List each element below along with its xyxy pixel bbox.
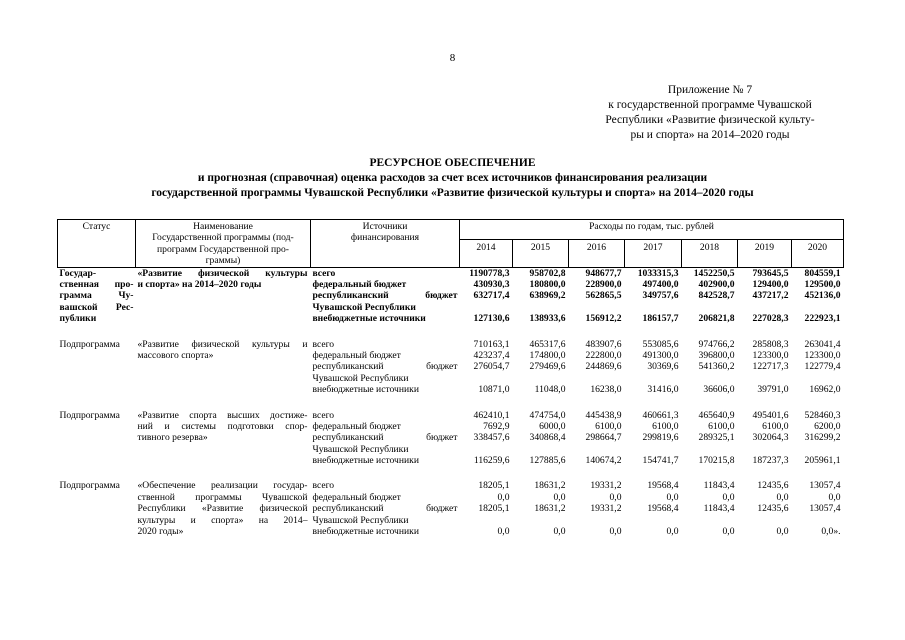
- value-cell: 289325,1: [698, 432, 735, 444]
- year-values-cell: [569, 339, 625, 396]
- value-cell: 16962,0: [809, 384, 841, 396]
- header-name: [136, 220, 311, 268]
- year-values-cell: [625, 480, 682, 537]
- value-spacer: [515, 444, 566, 455]
- value-cell: 187237,3: [752, 455, 789, 467]
- value-cell: 6100,0: [652, 420, 679, 432]
- program-block: [58, 410, 844, 467]
- value-cell: 0,0: [776, 526, 789, 538]
- value-cell: 396800,0: [698, 349, 735, 361]
- value-spacer: [462, 373, 510, 384]
- value-cell: 474754,0: [529, 409, 566, 421]
- source-cell: [311, 339, 460, 396]
- block-spacer: [58, 466, 844, 480]
- value-spacer: [515, 515, 566, 526]
- year-values-cell: [625, 410, 682, 467]
- value-spacer: [462, 515, 510, 526]
- value-spacer: [740, 302, 789, 313]
- status-line: грамма Чу-: [59, 290, 134, 302]
- value-cell: 638969,2: [529, 290, 566, 302]
- value-cell: 12435,6: [757, 503, 789, 515]
- source-cell: [311, 410, 460, 467]
- year-values-cell: [513, 410, 569, 467]
- program-name-line: «Обеспечение реализации государ-: [137, 480, 308, 492]
- value-cell: 170215,8: [698, 455, 735, 467]
- year-values-cell: [513, 267, 569, 324]
- value-cell: 0,0: [722, 526, 735, 538]
- header-year: 2019: [738, 240, 792, 268]
- value-spacer: [740, 515, 789, 526]
- value-cell: 140674,2: [585, 455, 622, 467]
- value-spacer: [627, 444, 679, 455]
- value-cell: 129400,0: [752, 279, 789, 291]
- appendix-line: ры и спорта» на 2014–2020 годы: [630, 129, 790, 141]
- year-values-cell: [460, 410, 513, 467]
- value-cell: 31416,0: [647, 384, 679, 396]
- year-values-cell: [792, 410, 844, 467]
- value-cell: 452136,0: [804, 290, 841, 302]
- year-values-cell: [460, 267, 513, 324]
- value-cell: 180800,0: [529, 279, 566, 291]
- value-cell: 491300,0: [642, 349, 679, 361]
- value-cell: 541360,2: [698, 361, 735, 373]
- status-cell: [58, 267, 136, 324]
- program-name-line: массового спорта»: [137, 349, 214, 361]
- year-values-cell: [682, 339, 738, 396]
- block-spacer: [58, 396, 844, 410]
- source-label: внебюджетные источники: [312, 526, 419, 538]
- value-cell: 7692,9: [483, 420, 510, 432]
- value-spacer: [571, 515, 622, 526]
- program-name-line: культуры и спорта» на 2014–: [137, 514, 308, 526]
- value-cell: 0,0: [722, 491, 735, 503]
- value-cell: 0,0: [666, 526, 679, 538]
- program-name-line: тивного резерва»: [137, 432, 208, 444]
- header-name-line: граммы): [205, 255, 241, 267]
- header-year: 2014: [460, 240, 513, 268]
- year-values-cell: [792, 339, 844, 396]
- source-label-continuation: Чувашской Республики: [312, 443, 409, 455]
- value-cell: 1452250,5: [693, 267, 735, 279]
- value-cell: 460661,3: [642, 409, 679, 421]
- source-label: всего: [312, 338, 335, 350]
- header-name-line: программ Государственной про-: [157, 243, 289, 255]
- program-name-line: и спорта» на 2014–2020 годы: [137, 279, 262, 291]
- value-cell: 0,0: [776, 491, 789, 503]
- value-cell: 18205,1: [478, 503, 510, 515]
- program-name-line: «Развитие спорта высших достиже-: [137, 409, 308, 421]
- value-cell: 6100,0: [708, 420, 735, 432]
- value-cell: 19331,2: [590, 480, 622, 492]
- year-values-cell: [513, 480, 569, 537]
- value-cell: 562865,5: [585, 290, 622, 302]
- source-word: республиканский: [312, 503, 384, 515]
- value-cell: 206821,8: [698, 313, 735, 325]
- status-line: Подпрограмма: [59, 409, 120, 421]
- value-cell: 19331,2: [590, 503, 622, 515]
- header-year: 2016: [569, 240, 625, 268]
- year-values-cell: [625, 339, 682, 396]
- year-values-cell: [792, 480, 844, 537]
- value-spacer: [794, 444, 841, 455]
- value-cell: 497400,0: [642, 279, 679, 291]
- program-block: [58, 267, 844, 324]
- block-spacer-cell: [58, 466, 844, 480]
- value-cell: 1190778,3: [469, 267, 510, 279]
- year-values-cell: [625, 267, 682, 324]
- value-cell: 6200,0: [814, 420, 841, 432]
- source-label: федеральный бюджет: [312, 279, 407, 291]
- value-cell: 16238,0: [590, 384, 622, 396]
- value-spacer: [515, 302, 566, 313]
- value-spacer: [740, 444, 789, 455]
- value-cell: 465317,6: [529, 338, 566, 350]
- header-name-line: Государственной программы (под-: [152, 232, 294, 244]
- value-spacer: [684, 373, 735, 384]
- value-spacer: [627, 302, 679, 313]
- status-line: ственная про-: [59, 279, 134, 291]
- value-spacer: [684, 515, 735, 526]
- value-cell: 18631,2: [534, 503, 566, 515]
- program-name-line: Республики «Развитие физической: [137, 503, 308, 515]
- value-spacer: [794, 515, 841, 526]
- source-label: внебюджетные источники: [312, 455, 419, 467]
- value-cell: 122779,4: [804, 361, 841, 373]
- appendix-note: [560, 83, 860, 143]
- block-spacer: [58, 325, 844, 339]
- source-label: внебюджетные источники: [312, 313, 426, 325]
- source-label-continuation: Чувашской Республики: [312, 301, 416, 313]
- value-cell: 129500,0: [804, 279, 841, 291]
- source-label: федеральный бюджет: [312, 420, 401, 432]
- title-line: и прогнозная (справочная) оценка расходов за счет всех источников финансирования реализации: [197, 172, 708, 184]
- value-cell: 18205,1: [478, 480, 510, 492]
- source-label: [313, 290, 458, 301]
- year-values-cell: [738, 267, 792, 324]
- year-values-cell: [569, 410, 625, 467]
- value-cell: 186157,7: [642, 313, 679, 325]
- value-cell: 18631,2: [534, 480, 566, 492]
- value-cell: 39791,0: [757, 384, 789, 396]
- appendix-line: Приложение № 7: [667, 84, 753, 96]
- program-name-cell: [136, 410, 311, 467]
- value-cell: 285808,3: [752, 338, 789, 350]
- source-word: бюджет: [426, 361, 458, 373]
- source-word: республиканский: [312, 432, 384, 444]
- status-line: Подпрограмма: [59, 480, 120, 492]
- value-cell: 19568,4: [647, 503, 679, 515]
- program-name-line: «Развитие физической культуры и: [137, 338, 308, 350]
- source-cell: [311, 480, 460, 537]
- value-cell: 842528,7: [698, 290, 735, 302]
- value-cell: 437217,2: [752, 290, 789, 302]
- status-line: Подпрограмма: [59, 338, 120, 350]
- value-cell: 0,0: [553, 526, 566, 538]
- program-name-line: ственной программы Чувашской: [137, 491, 308, 503]
- value-cell: 30369,6: [647, 361, 679, 373]
- value-cell: 10871,0: [478, 384, 510, 396]
- value-cell: 465640,9: [698, 409, 735, 421]
- value-cell: 0,0: [609, 491, 622, 503]
- year-values-cell: [738, 339, 792, 396]
- value-cell: 13057,4: [809, 503, 841, 515]
- header-year: 2017: [625, 240, 682, 268]
- source-word: бюджет: [426, 432, 458, 444]
- program-block: [58, 339, 844, 396]
- source-word: республиканский: [312, 290, 389, 302]
- year-values-cell: [682, 480, 738, 537]
- value-cell: 222923,1: [804, 313, 841, 325]
- value-cell: 127130,6: [473, 313, 510, 325]
- header-source: [311, 220, 460, 268]
- value-cell: 123300,0: [752, 349, 789, 361]
- program-block: [58, 480, 844, 537]
- value-spacer: [627, 515, 679, 526]
- value-cell: 6100,0: [762, 420, 789, 432]
- year-values-cell: [569, 267, 625, 324]
- value-cell: 483907,6: [585, 338, 622, 350]
- program-name-line: 2020 годы»: [137, 526, 184, 538]
- header-year: 2018: [682, 240, 738, 268]
- document-title: [0, 156, 905, 201]
- value-cell: 958702,8: [529, 267, 566, 279]
- year-values-cell: [738, 480, 792, 537]
- value-spacer: [684, 302, 735, 313]
- value-cell: 244869,6: [585, 361, 622, 373]
- header-expenses: Расходы по годам, тыс. рублей: [460, 220, 844, 240]
- value-cell: 402900,0: [698, 279, 735, 291]
- value-spacer: [684, 444, 735, 455]
- value-cell: 338457,6: [473, 432, 510, 444]
- value-cell: 13057,4: [809, 480, 841, 492]
- value-cell: 138933,6: [529, 313, 566, 325]
- value-cell: 430930,3: [473, 279, 510, 291]
- value-cell: 12435,6: [757, 480, 789, 492]
- header-source-line: финансирования: [350, 232, 420, 244]
- value-cell: 154741,7: [642, 455, 679, 467]
- value-cell: 340868,4: [529, 432, 566, 444]
- value-cell: 0,0: [828, 491, 841, 503]
- value-spacer: [462, 302, 510, 313]
- header-year: 2020: [792, 240, 844, 268]
- status-cell: [58, 339, 136, 396]
- source-label: [313, 503, 458, 514]
- value-cell: 298664,7: [585, 432, 622, 444]
- year-values-cell: [792, 267, 844, 324]
- title-line: государственной программы Чувашской Республики «Развитие физической культуры и спорта» на 2014–2020 годы: [151, 187, 754, 199]
- status-cell: [58, 480, 136, 537]
- source-label: внебюджетные источники: [312, 384, 419, 396]
- value-cell: 299819,6: [642, 432, 679, 444]
- value-spacer: [794, 373, 841, 384]
- value-cell: 349757,6: [642, 290, 679, 302]
- value-cell: 227028,3: [752, 313, 789, 325]
- header-year: 2015: [513, 240, 569, 268]
- year-values-cell: [682, 267, 738, 324]
- value-spacer: [462, 444, 510, 455]
- year-values-cell: [569, 480, 625, 537]
- value-cell: 553085,6: [642, 338, 679, 350]
- value-cell: 495401,6: [752, 409, 789, 421]
- value-cell: 276054,7: [473, 361, 510, 373]
- value-cell: 0,0: [609, 526, 622, 538]
- value-cell: 462410,1: [473, 409, 510, 421]
- value-cell: 222800,0: [585, 349, 622, 361]
- value-cell: 0,0».: [821, 526, 841, 538]
- title-main: РЕСУРСНОЕ ОБЕСПЕЧЕНИЕ: [369, 157, 536, 169]
- value-spacer: [515, 373, 566, 384]
- value-cell: 19568,4: [647, 480, 679, 492]
- source-label: [313, 432, 458, 443]
- value-cell: 0,0: [666, 491, 679, 503]
- value-cell: 0,0: [497, 526, 510, 538]
- value-cell: 948677,7: [585, 267, 622, 279]
- status-line: Государ-: [59, 267, 97, 279]
- year-values-cell: [513, 339, 569, 396]
- value-cell: 228900,0: [585, 279, 622, 291]
- year-values-cell: [738, 410, 792, 467]
- value-cell: 11048,0: [534, 384, 566, 396]
- header-source-line: Источники: [362, 221, 408, 232]
- value-cell: 205961,1: [804, 455, 841, 467]
- value-cell: 122717,3: [752, 361, 789, 373]
- source-label: всего: [312, 480, 335, 492]
- value-cell: 316299,2: [804, 432, 841, 444]
- page-number: 8: [449, 52, 456, 64]
- year-values-cell: [682, 410, 738, 467]
- value-cell: 11843,4: [703, 480, 735, 492]
- appendix-line: к государственной программе Чувашской: [608, 99, 812, 111]
- header-status: Статус: [58, 220, 136, 268]
- value-cell: 156912,2: [585, 313, 622, 325]
- value-cell: 279469,6: [529, 361, 566, 373]
- source-label: федеральный бюджет: [312, 349, 401, 361]
- value-cell: 0,0: [553, 491, 566, 503]
- source-label: [313, 361, 458, 372]
- value-cell: 123300,0: [804, 349, 841, 361]
- resource-table: [57, 219, 844, 537]
- year-values-cell: [460, 339, 513, 396]
- value-cell: 0,0: [497, 491, 510, 503]
- block-spacer-cell: [58, 396, 844, 410]
- value-cell: 710163,1: [473, 338, 510, 350]
- value-cell: 1033315,3: [637, 267, 679, 279]
- program-name-cell: [136, 267, 311, 324]
- value-cell: 528460,3: [804, 409, 841, 421]
- value-spacer: [571, 373, 622, 384]
- value-cell: 6100,0: [595, 420, 622, 432]
- value-cell: 804559,1: [804, 267, 841, 279]
- value-cell: 263041,4: [804, 338, 841, 350]
- source-word: республиканский: [312, 361, 384, 373]
- source-label: всего: [312, 409, 335, 421]
- status-line: публики: [59, 313, 97, 325]
- value-cell: 174800,0: [529, 349, 566, 361]
- source-cell: [311, 267, 460, 324]
- program-name-cell: [136, 480, 311, 537]
- value-spacer: [794, 302, 841, 313]
- value-spacer: [740, 373, 789, 384]
- block-spacer-cell: [58, 325, 844, 339]
- value-spacer: [571, 302, 622, 313]
- value-spacer: [627, 373, 679, 384]
- value-cell: 116259,6: [473, 455, 510, 467]
- value-cell: 302064,3: [752, 432, 789, 444]
- status-cell: [58, 410, 136, 467]
- value-cell: 11843,4: [703, 503, 735, 515]
- year-values-cell: [460, 480, 513, 537]
- source-word: бюджет: [425, 290, 458, 302]
- status-line: вашской Рес-: [59, 301, 134, 313]
- value-cell: 6000,0: [539, 420, 566, 432]
- header-name-line: Наименование: [193, 221, 253, 232]
- value-spacer: [571, 444, 622, 455]
- value-cell: 974766,2: [698, 338, 735, 350]
- source-label: всего: [312, 267, 336, 279]
- value-cell: 127885,6: [529, 455, 566, 467]
- program-name-cell: [136, 339, 311, 396]
- value-cell: 36606,0: [703, 384, 735, 396]
- appendix-line: Республики «Развитие физической культу-: [605, 114, 815, 126]
- source-label-continuation: Чувашской Республики: [312, 514, 409, 526]
- value-cell: 423237,4: [473, 349, 510, 361]
- source-label: федеральный бюджет: [312, 491, 401, 503]
- program-name-line: ний и системы подготовки спор-: [137, 420, 308, 432]
- source-word: бюджет: [426, 503, 458, 515]
- value-cell: 632717,4: [473, 290, 510, 302]
- value-cell: 445438,9: [585, 409, 622, 421]
- source-label-continuation: Чувашской Республики: [312, 372, 409, 384]
- value-cell: 793645,5: [752, 267, 789, 279]
- program-name-line: «Развитие физической культуры: [137, 267, 308, 279]
